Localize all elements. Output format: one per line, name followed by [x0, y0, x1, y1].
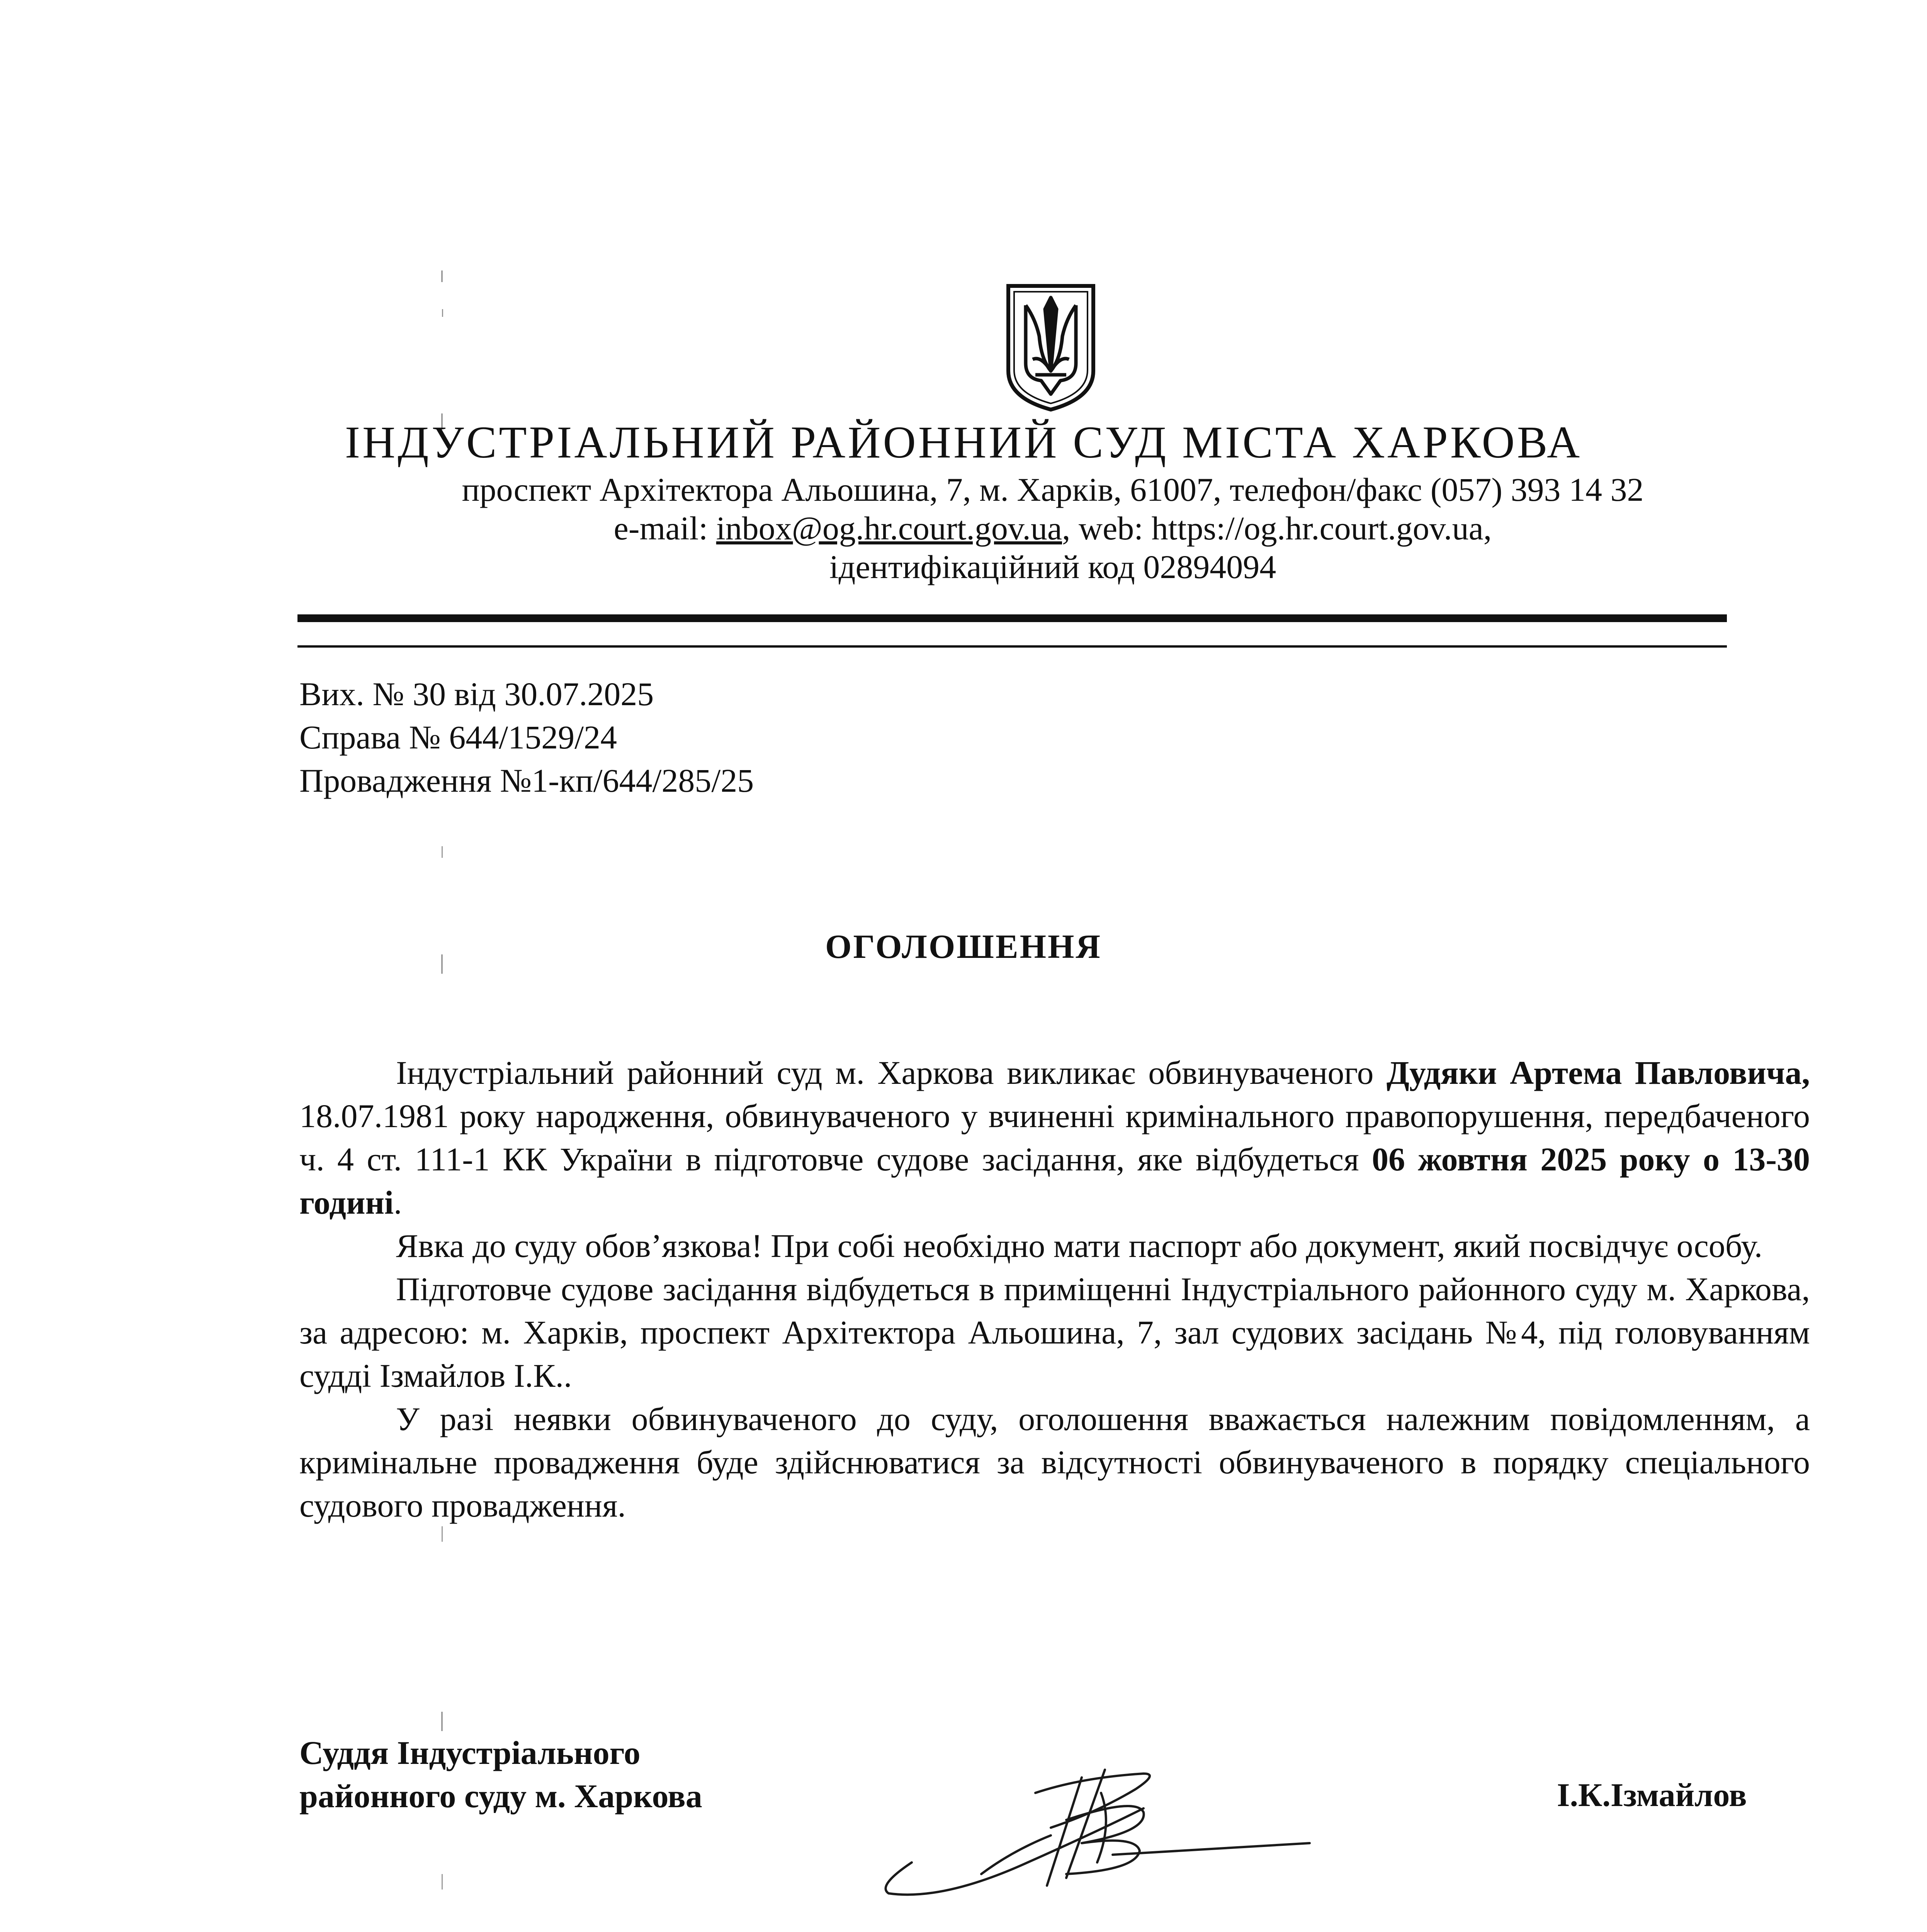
case-number: Справа № 644/1529/24 [299, 719, 617, 756]
court-address: проспект Архітектора Альошина, 7, м. Харків, 61007, телефон/факс (057) 393 14 32 [462, 471, 1644, 508]
email-link[interactable]: inbox@og.hr.court.gov.ua [716, 510, 1062, 547]
trident-icon [1003, 282, 1099, 413]
accused-name: Дудяки Артема Павловича, [1386, 1054, 1810, 1091]
summons-text-1: Індустріальний районний суд м. Харкова викликає обвинуваченого [396, 1054, 1387, 1091]
proceeding-number: Провадження №1-кп/644/285/25 [299, 762, 754, 799]
judge-title [299, 1731, 702, 1818]
paragraph-attendance: Явка до суду обов’язкова! При собі необхідно мати паспорт або документ, який посвідчує особу. [396, 1227, 1763, 1264]
judge-title-line1: Суддя Індустріального [299, 1734, 641, 1771]
announcement-body [299, 1051, 1810, 1527]
judge-name: І.К.Ізмайлов [1557, 1776, 1747, 1813]
court-name: ІНДУСТРІАЛЬНИЙ РАЙОННИЙ СУД МІСТА ХАРКОВА [345, 417, 1582, 468]
identification-code: ідентифікаційний код 02894094 [829, 548, 1276, 585]
header-rule-thick [297, 614, 1727, 622]
summons-text-2: 18.07.1981 року народження, обвинуваченого у вчиненні кримінального правопорушення, передбаченого ч. 4 ст. 111-1 КК України в підготовче судове засідання, яке відбудеться [299, 1097, 1810, 1178]
paragraph-summons [299, 1051, 1810, 1224]
header-rule-thin [297, 645, 1727, 648]
paragraph-location: Підготовче судове засідання відбудеться в приміщенні Індустріального районного суду м. Харкова, за адресою: м. Харків, проспект Архітектора Альошина, 7, зал судових засідань №4, під головуванням судді Ізмайлов І.К.. [299, 1270, 1810, 1394]
hearing-date: 06 жовтня 2025 року о 13-30 годині [299, 1141, 1810, 1221]
outgoing-number: Вих. № 30 від 30.07.2025 [299, 675, 654, 713]
document-title: ОГОЛОШЕННЯ [825, 928, 1102, 966]
judge-title-line2: районного суду м. Харкова [299, 1777, 702, 1815]
summons-text-3: . [393, 1184, 402, 1221]
paragraph-consequences: У разі неявки обвинуваченого до суду, оголошення вважається належним повідомленням, а кримінальне провадження буде здійснюватися за відсутності обвинуваченого в порядку спеціального судового провадження. [299, 1400, 1810, 1524]
court-contacts [444, 510, 1661, 547]
web-address: , web: https://og.hr.court.gov.ua, [1062, 510, 1492, 547]
reference-block [299, 672, 754, 802]
handwritten-signature [865, 1747, 1314, 1909]
email-label: e-mail: [613, 510, 716, 547]
